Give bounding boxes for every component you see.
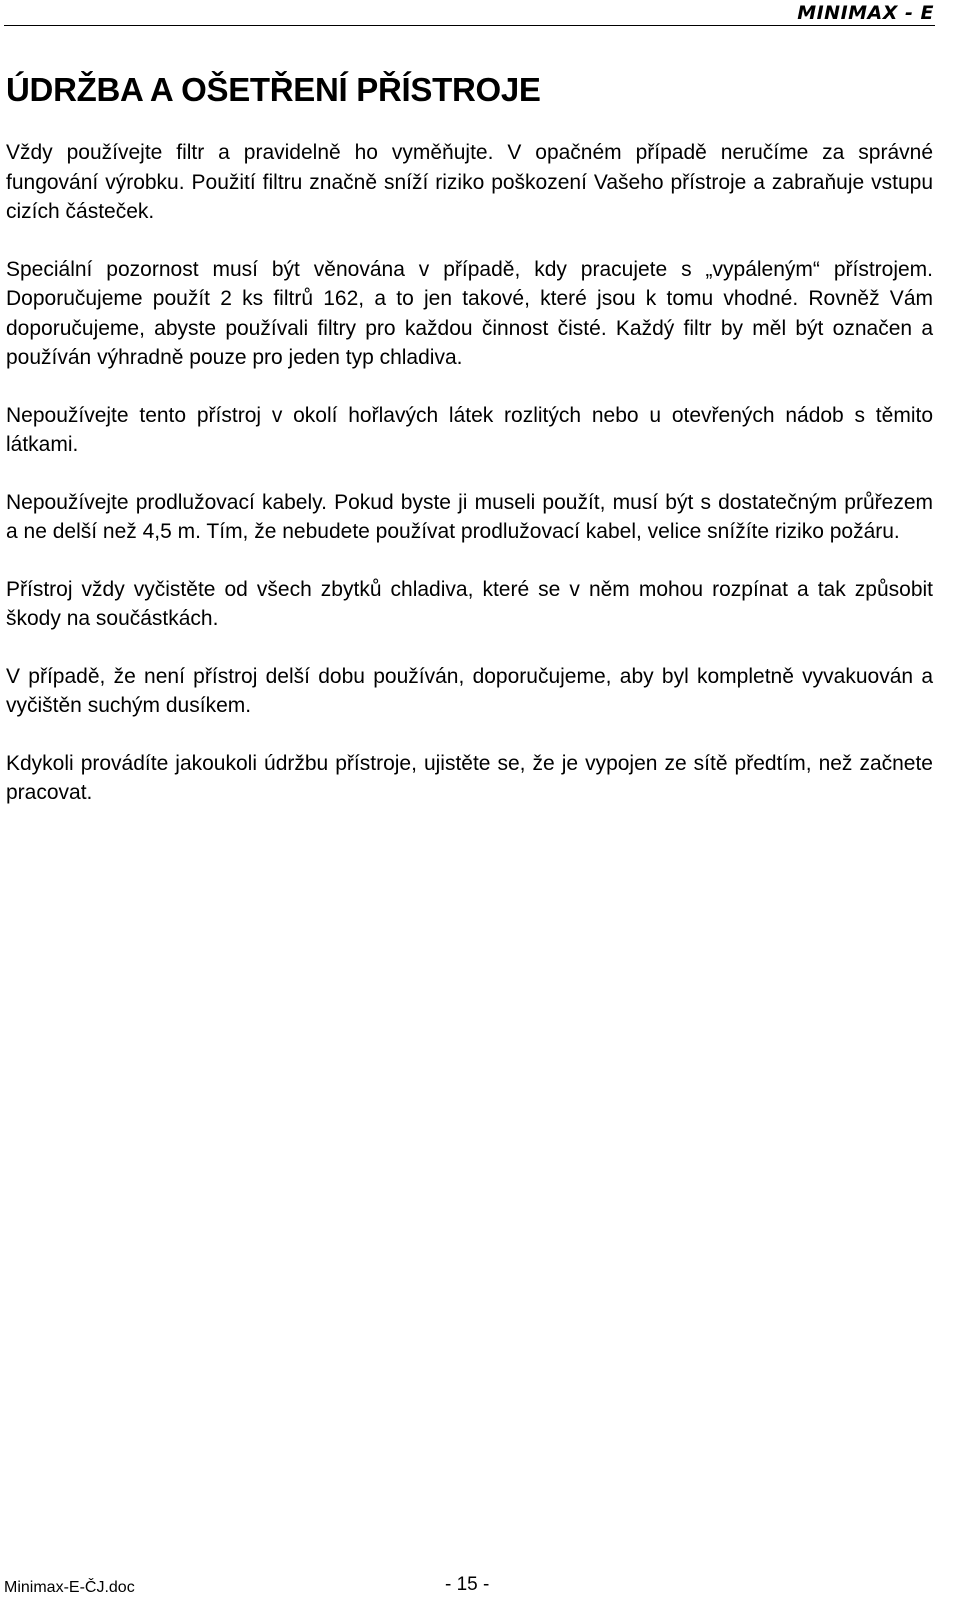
header-title: MINIMAX - E <box>797 2 934 24</box>
document-body <box>6 138 933 836</box>
footer-page-number: - 15 - <box>445 1574 490 1595</box>
paragraph-storage: V případě, že není přístroj delší dobu používán, doporučujeme, aby byl kompletně vyvakuován a vyčištěn suchým dusíkem. <box>6 664 933 717</box>
paragraph-filter-usage: Vždy používejte filtr a pravidelně ho vyměňujte. V opačném případě neručíme za správné fungování výrobku. Použití filtru značně sníží riziko poškození Vašeho přístroje a zabraňuje vstupu cizích částeček. <box>6 141 933 223</box>
paragraph-cleaning: Přístroj vždy vyčistěte od všech zbytků chladiva, které se v něm mohou rozpínat a tak způsobit škody na součástkách. <box>6 577 933 630</box>
header-rule <box>4 25 935 26</box>
page-title: ÚDRŽBA A OŠETŘENÍ PŘÍSTROJE <box>6 71 541 108</box>
paragraph-flammable-warning: Nepoužívejte tento přístroj v okolí hořlavých látek rozlitých nebo u otevřených nádob s těmito látkami. <box>6 403 933 456</box>
paragraph-extension-cables: Nepoužívejte prodlužovací kabely. Pokud byste ji museli použít, musí být s dostatečným průřezem a ne delší než 4,5 m. Tím, že nebudete používat prodlužovací kabel, velice snížíte riziko požáru. <box>6 490 933 543</box>
footer-filename: Minimax-E-ČJ.doc <box>4 1579 135 1596</box>
paragraph-disconnect: Kdykoli provádíte jakoukoli údržbu přístroje, ujistěte se, že je vypojen ze sítě předtím, než začnete pracovat. <box>6 751 933 804</box>
paragraph-burnt-device: Speciální pozornost musí být věnována v případě, kdy pracujete s „vypáleným“ přístrojem. Doporučujeme použít 2 ks filtrů 162, a to jen takové, které jsou k tomu vhodné. Rovněž Vám doporučujeme, abyste používali filtry pro každou činnost čisté. Každý filtr by měl být označen a používán výhradně pouze pro jeden typ chladiva. <box>6 257 933 369</box>
